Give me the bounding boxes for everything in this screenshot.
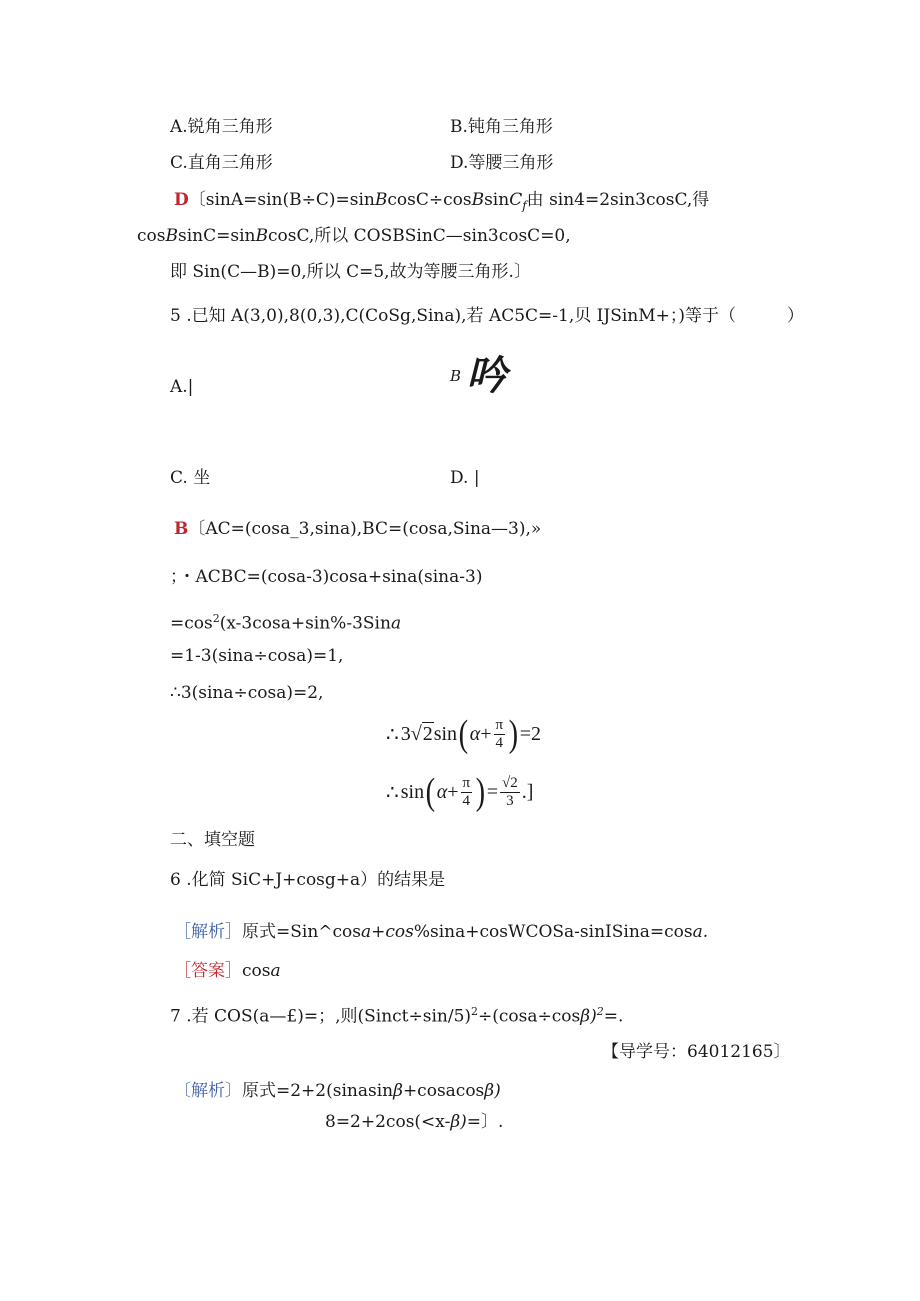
answer-letter: D (174, 190, 189, 210)
formula-line-1: ∴ 3 √ 2 sin ( α + $\frac{\pi}{4}$ ) =2 (386, 713, 542, 755)
q6-analysis: ［解析］原式=Sin^cosa+cos%sina+cosWCOSa-sinISina=cosa. (174, 922, 709, 942)
q7-stem: 7 .若 COS(a—£)=；,则$(Sinct\div\sin/5)^2\div(\cos a\div\cos\beta)^2=$. (170, 1005, 624, 1027)
option-c: C.直角三角形 (170, 153, 273, 173)
q4-solution-line-1: D〔sinA=sin(B÷C)=sinBcosC÷cosBsinC$_f$由 sin4=2sin3cosC,得 (174, 190, 710, 213)
q7-analysis: 〔解析〕原式=2+2(sinasinβ+cosacosβ) (174, 1081, 501, 1101)
q5-stem: 5 .已知 A(3,0),8(0,3),C(CoSg,Sina),若 AC5C=-1,贝 IJSinM+；)等于（ ） (170, 306, 805, 326)
option-a: A.锐角三角形 (170, 117, 273, 137)
answer-letter: B (174, 519, 189, 539)
q6-answer: ［答案］cosa (174, 961, 281, 981)
q5-solution-line-1: B〔AC=(cosa_3,sina),BC=(cosa,Sina—3),» (174, 519, 542, 539)
option-b: B.钝角三角形 (450, 117, 553, 137)
analysis-tag: 〔解析〕 (174, 1081, 242, 1101)
q5-option-d: D. | (450, 468, 480, 488)
q5-option-a: A.| (170, 377, 194, 397)
q5-solution-line-5: ∴3(sina÷cosa)=2, (170, 683, 324, 703)
option-d: D.等腰三角形 (450, 153, 554, 173)
q5-solution-line-4: =1-3(sina÷cosa)=1, (170, 646, 344, 666)
q5-option-c: C. 坐 (170, 468, 211, 488)
answer-tag: ［答案］ (174, 961, 242, 981)
q4-solution-line-3: 即 Sin(C—B)=0,所以 C=5,故为等腰三角形.〕 (170, 262, 531, 282)
q5-solution-line-3: $=\cos^2(x-3\cos a+\sin\%-3Sina$ (170, 612, 402, 634)
q6-stem: 6 .化简 SiC+J+cosg+a）的结果是 (170, 870, 446, 890)
section-heading: 二、填空题 (170, 830, 255, 850)
q4-solution-line-2: cosBsinC=sinBcosC,所以 COSBSinC—sin3cosC=0, (137, 226, 571, 246)
analysis-tag: ［解析］ (174, 922, 242, 942)
q5-option-b: B 吟 (450, 352, 507, 399)
formula-line-2: ∴ sin ( α + $\frac{\pi}{4}$ ) = $\frac{√2}{3}$ .] (386, 771, 534, 813)
q7-analysis-line-2: 8=2+2cos(<x-β)=〕. (325, 1112, 504, 1132)
reference-number: 【导学号：64012165〕 (602, 1042, 791, 1062)
q5-solution-line-2: ；・ACBC=(cosa-3)cosa+sina(sina-3) (170, 567, 483, 587)
